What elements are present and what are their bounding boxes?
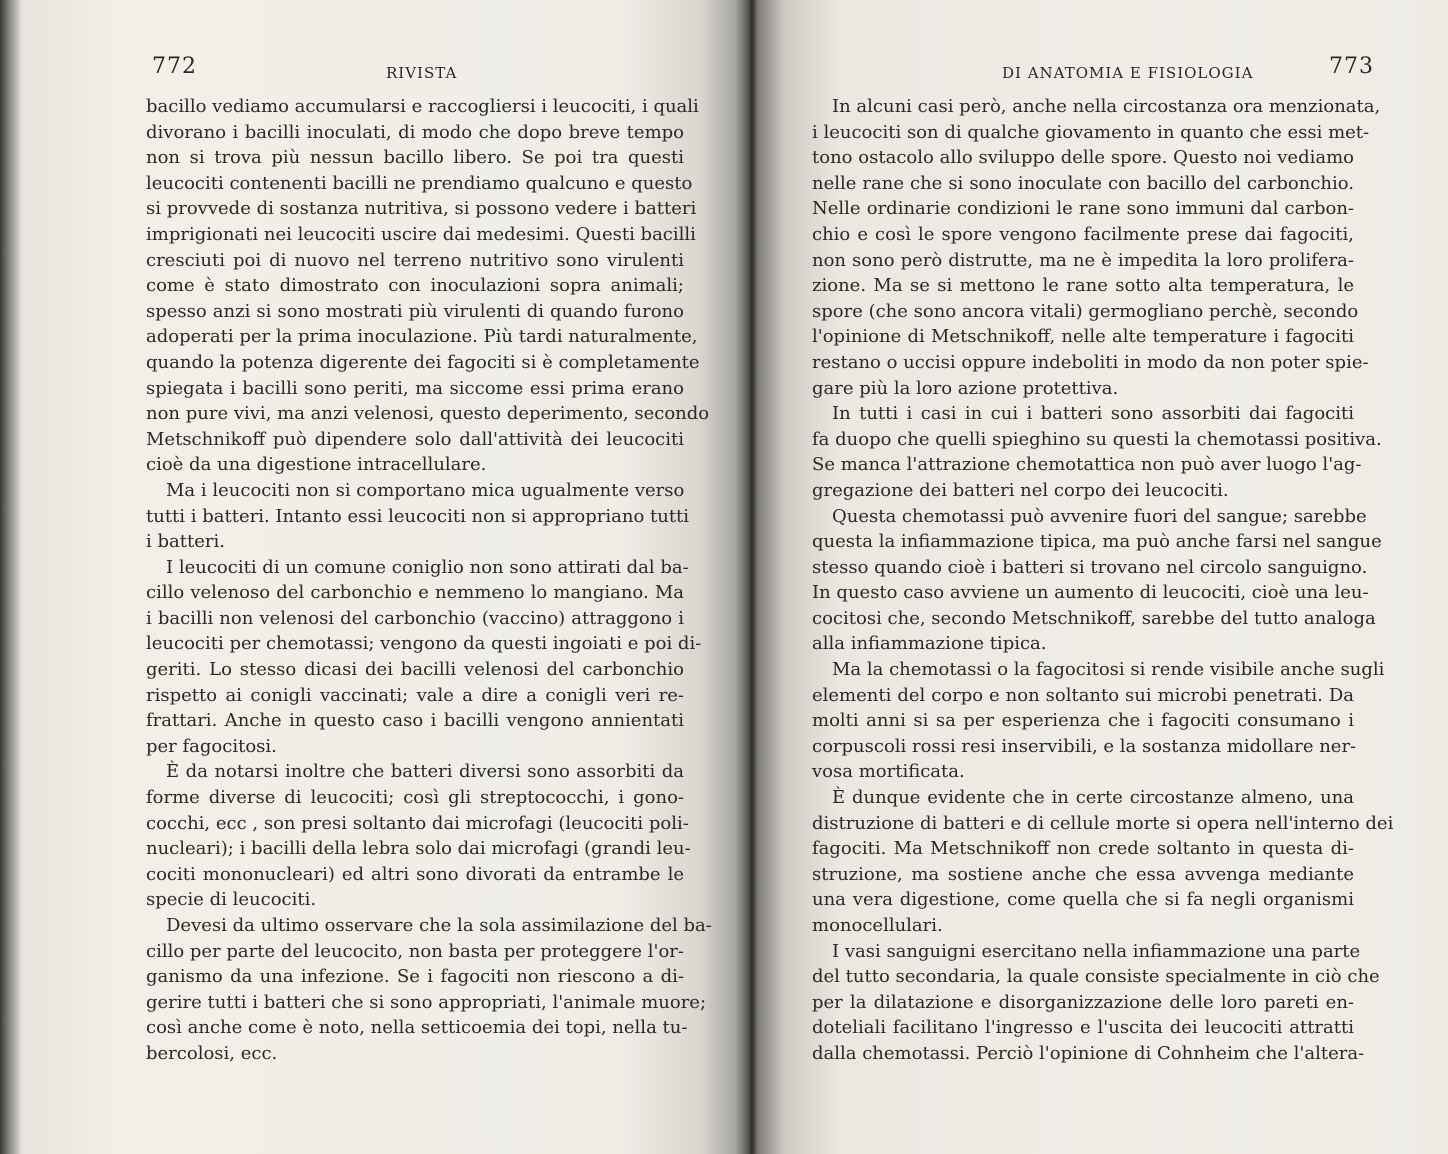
text-line: fa duopo che quelli spieghino su questi la chemotassi positiva. <box>812 428 1382 450</box>
text-line: i bacilli non velenosi del carbonchio (vaccino) attraggono i <box>146 607 684 629</box>
text-line: fagociti. Ma Metschnikoff non crede soltanto in questa di- <box>812 838 1354 860</box>
text-line: quando la potenza digerente dei fagociti si è completamente <box>146 351 700 373</box>
text-line: Metschnikoff può dipendere solo dall'attività dei leucociti <box>146 428 684 450</box>
text-line: doteliali facilitano l'ingresso e l'uscita dei leucociti attratti <box>812 1017 1354 1039</box>
text-line: ganismo da una infezione. Se i fagociti non riescono a di- <box>146 966 684 988</box>
text-line: i batteri. <box>146 531 225 553</box>
text-line: Se manca l'attrazione chemotattica non può aver luogo l'ag- <box>812 454 1362 476</box>
text-line: per fagocitosi. <box>146 735 277 757</box>
text-line: frattari. Anche in questo caso i bacilli vengono annientati <box>146 710 684 732</box>
text-line: In tutti i casi in cui i batteri sono assorbiti dai fagociti <box>832 403 1354 425</box>
text-line: si provvede di sostanza nutritiva, si possono vedere i batteri <box>146 198 697 220</box>
text-line: spore (che sono ancora vitali) germogliano perchè, secondo <box>812 300 1359 322</box>
text-line: una vera digestione, come quella che si fa negli organismi <box>812 889 1354 911</box>
text-line: spesso anzi si sono mostrati più virulenti di quando furono <box>146 300 684 322</box>
text-line: corpuscoli rossi resi inservibili, e la sostanza midollare ner- <box>812 735 1357 757</box>
text-line: I vasi sanguigni esercitano nella infiammazione una parte <box>832 940 1361 962</box>
text-line: In questo caso avviene un aumento di leucociti, cioè una leu- <box>812 582 1369 604</box>
text-line: i leucociti son di qualche giovamento in quanto che essi met- <box>812 121 1370 143</box>
text-line: bercolosi, ecc. <box>146 1042 278 1064</box>
text-line: cocitosi che, secondo Metschnikoff, sarebbe del tutto analoga <box>812 607 1376 629</box>
text-line: cioè da una digestione intracellulare. <box>146 454 487 476</box>
text-line: leucociti per chemotassi; vengono da questi ingoiati e poi di- <box>146 633 702 655</box>
text-line: I leucociti di un comune coniglio non sono attirati dal ba- <box>166 556 689 578</box>
text-line: questa la infiammazione tipica, ma può anche farsi nel sangue <box>812 531 1382 553</box>
text-line: vosa mortificata. <box>812 761 965 783</box>
text-line: bacillo vediamo accumularsi e raccogliersi i leucociti, i quali <box>146 96 699 117</box>
text-line: del tutto secondaria, la quale consiste specialmente in ciò che <box>812 966 1380 988</box>
text-line: non pure vivi, ma anzi velenosi, questo deperimento, secondo <box>146 403 710 425</box>
text-line: Ma i leucociti non si comportano mica ugualmente verso <box>166 479 685 501</box>
text-line: Ma la chemotassi o la fagocitosi si rende visibile anche sugli <box>832 659 1385 681</box>
text-line: stesso quando cioè i batteri si trovano nel circolo sanguigno. <box>812 556 1368 578</box>
text-line: tutti i batteri. Intanto essi leucociti non si appropriano tutti <box>146 505 690 527</box>
text-line: elementi del corpo e non soltanto sui microbi penetrati. Da <box>812 684 1354 706</box>
text-line: cillo per parte del leucocito, non basta per proteggere l'or- <box>146 940 684 962</box>
running-head-right <box>806 54 1374 88</box>
text-line: geriti. Lo stesso dicasi dei bacilli velenosi del carbonchio <box>146 659 684 681</box>
text-line: leucociti contenenti bacilli ne prendiamo qualcuno e questo <box>146 172 693 194</box>
text-line: non sono però distrutte, ma ne è impedita la loro prolifera- <box>812 249 1354 271</box>
text-line: dalla chemotassi. Perciò l'opinione di Cohnheim che l'altera- <box>812 1042 1365 1064</box>
text-line: forme diverse di leucociti; così gli streptococchi, i gono- <box>146 787 684 809</box>
text-line: È dunque evidente che in certe circostanze almeno, una <box>832 787 1354 809</box>
text-line: zione. Ma se si mettono le rane sotto alta temperatura, le <box>812 275 1354 297</box>
text-line: chio e così le spore vengono facilmente prese dai fagociti, <box>812 223 1354 245</box>
text-line: per la dilatazione e disorganizzazione delle loro pareti en- <box>812 991 1354 1013</box>
right-page-body <box>812 94 1394 1067</box>
text-line: così anche come è noto, nella setticoemia dei topi, nella tu- <box>146 1017 688 1039</box>
text-line: tono ostacolo allo sviluppo delle spore. Questo noi vediamo <box>812 147 1354 169</box>
text-line: nucleari); i bacilli della lebra solo dai microfagi (grandi leu- <box>146 838 691 860</box>
text-line: È da notarsi inoltre che batteri diversi sono assorbiti da <box>166 761 684 783</box>
text-line: imprigionati nei leucociti uscire dai medesimi. Questi bacilli <box>146 223 696 245</box>
text-line: adoperati per la prima inoculazione. Più tardi naturalmente, <box>146 326 698 348</box>
text-line: spiegata i bacilli sono periti, ma siccome essi prima erano <box>146 377 684 399</box>
running-title-right: DI ANATOMIA E FISIOLOGIA <box>1002 64 1254 82</box>
text-line: non si trova più nessun bacillo libero. Se poi tra questi <box>146 147 684 169</box>
running-title-left: RIVISTA <box>386 64 458 82</box>
text-line: cociti mononucleari) ed altri sono divorati da entrambe le <box>146 863 684 885</box>
text-line: restano o uccisi oppure indeboliti in modo da non poter spie- <box>812 351 1369 373</box>
text-line: divorano i bacilli inoculati, di modo che dopo breve tempo <box>146 121 684 143</box>
text-line: struzione, ma sostiene anche che essa avvenga mediante <box>812 863 1354 885</box>
text-line: nelle rane che si sono inoculate con bacillo del carbonchio. <box>812 172 1354 194</box>
text-line: Nelle ordinarie condizioni le rane sono immuni dal carbon- <box>812 198 1354 220</box>
left-page-body <box>146 94 712 1067</box>
text-line: rispetto ai conigli vaccinati; vale a dire a conigli veri re- <box>146 684 684 706</box>
text-line: come è stato dimostrato con inoculazioni sopra animali; <box>146 275 684 297</box>
text-line: In alcuni casi però, anche nella circostanza ora menzionata, <box>832 96 1381 117</box>
text-line: Devesi da ultimo osservare che la sola assimilazione del ba- <box>166 915 712 936</box>
text-line: gare più la loro azione protettiva. <box>812 377 1119 399</box>
text-line: cresciuti poi di nuovo nel terreno nutritivo sono virulenti <box>146 249 684 271</box>
text-line: l'opinione di Metschnikoff, nelle alte temperature i fagociti <box>812 326 1354 348</box>
text-line: distruzione di batteri e di cellule morte si opera nell'interno dei <box>812 812 1394 834</box>
text-line: Questa chemotassi può avvenire fuori del sangue; sarebbe <box>832 505 1367 527</box>
text-line: monocellulari. <box>812 915 943 936</box>
page-number-left: 772 <box>152 54 197 79</box>
right-page <box>752 0 1448 1154</box>
page-number-right: 773 <box>1329 54 1374 79</box>
text-line: gregazione dei batteri nel corpo dei leucociti. <box>812 479 1229 501</box>
text-line: alla infiammazione tipica. <box>812 633 1047 655</box>
text-line: molti anni si sa per esperienza che i fagociti consumano i <box>812 710 1354 732</box>
text-line: cillo velenoso del carbonchio e nemmeno lo mangiano. Ma <box>146 582 684 604</box>
text-line: cocchi, ecc , son presi soltanto dai microfagi (leucociti poli- <box>146 812 689 834</box>
running-head-left <box>140 54 700 88</box>
text-line: specie di leucociti. <box>146 889 317 911</box>
text-line: gerire tutti i batteri che si sono appropriati, l'animale muore; <box>146 991 707 1013</box>
